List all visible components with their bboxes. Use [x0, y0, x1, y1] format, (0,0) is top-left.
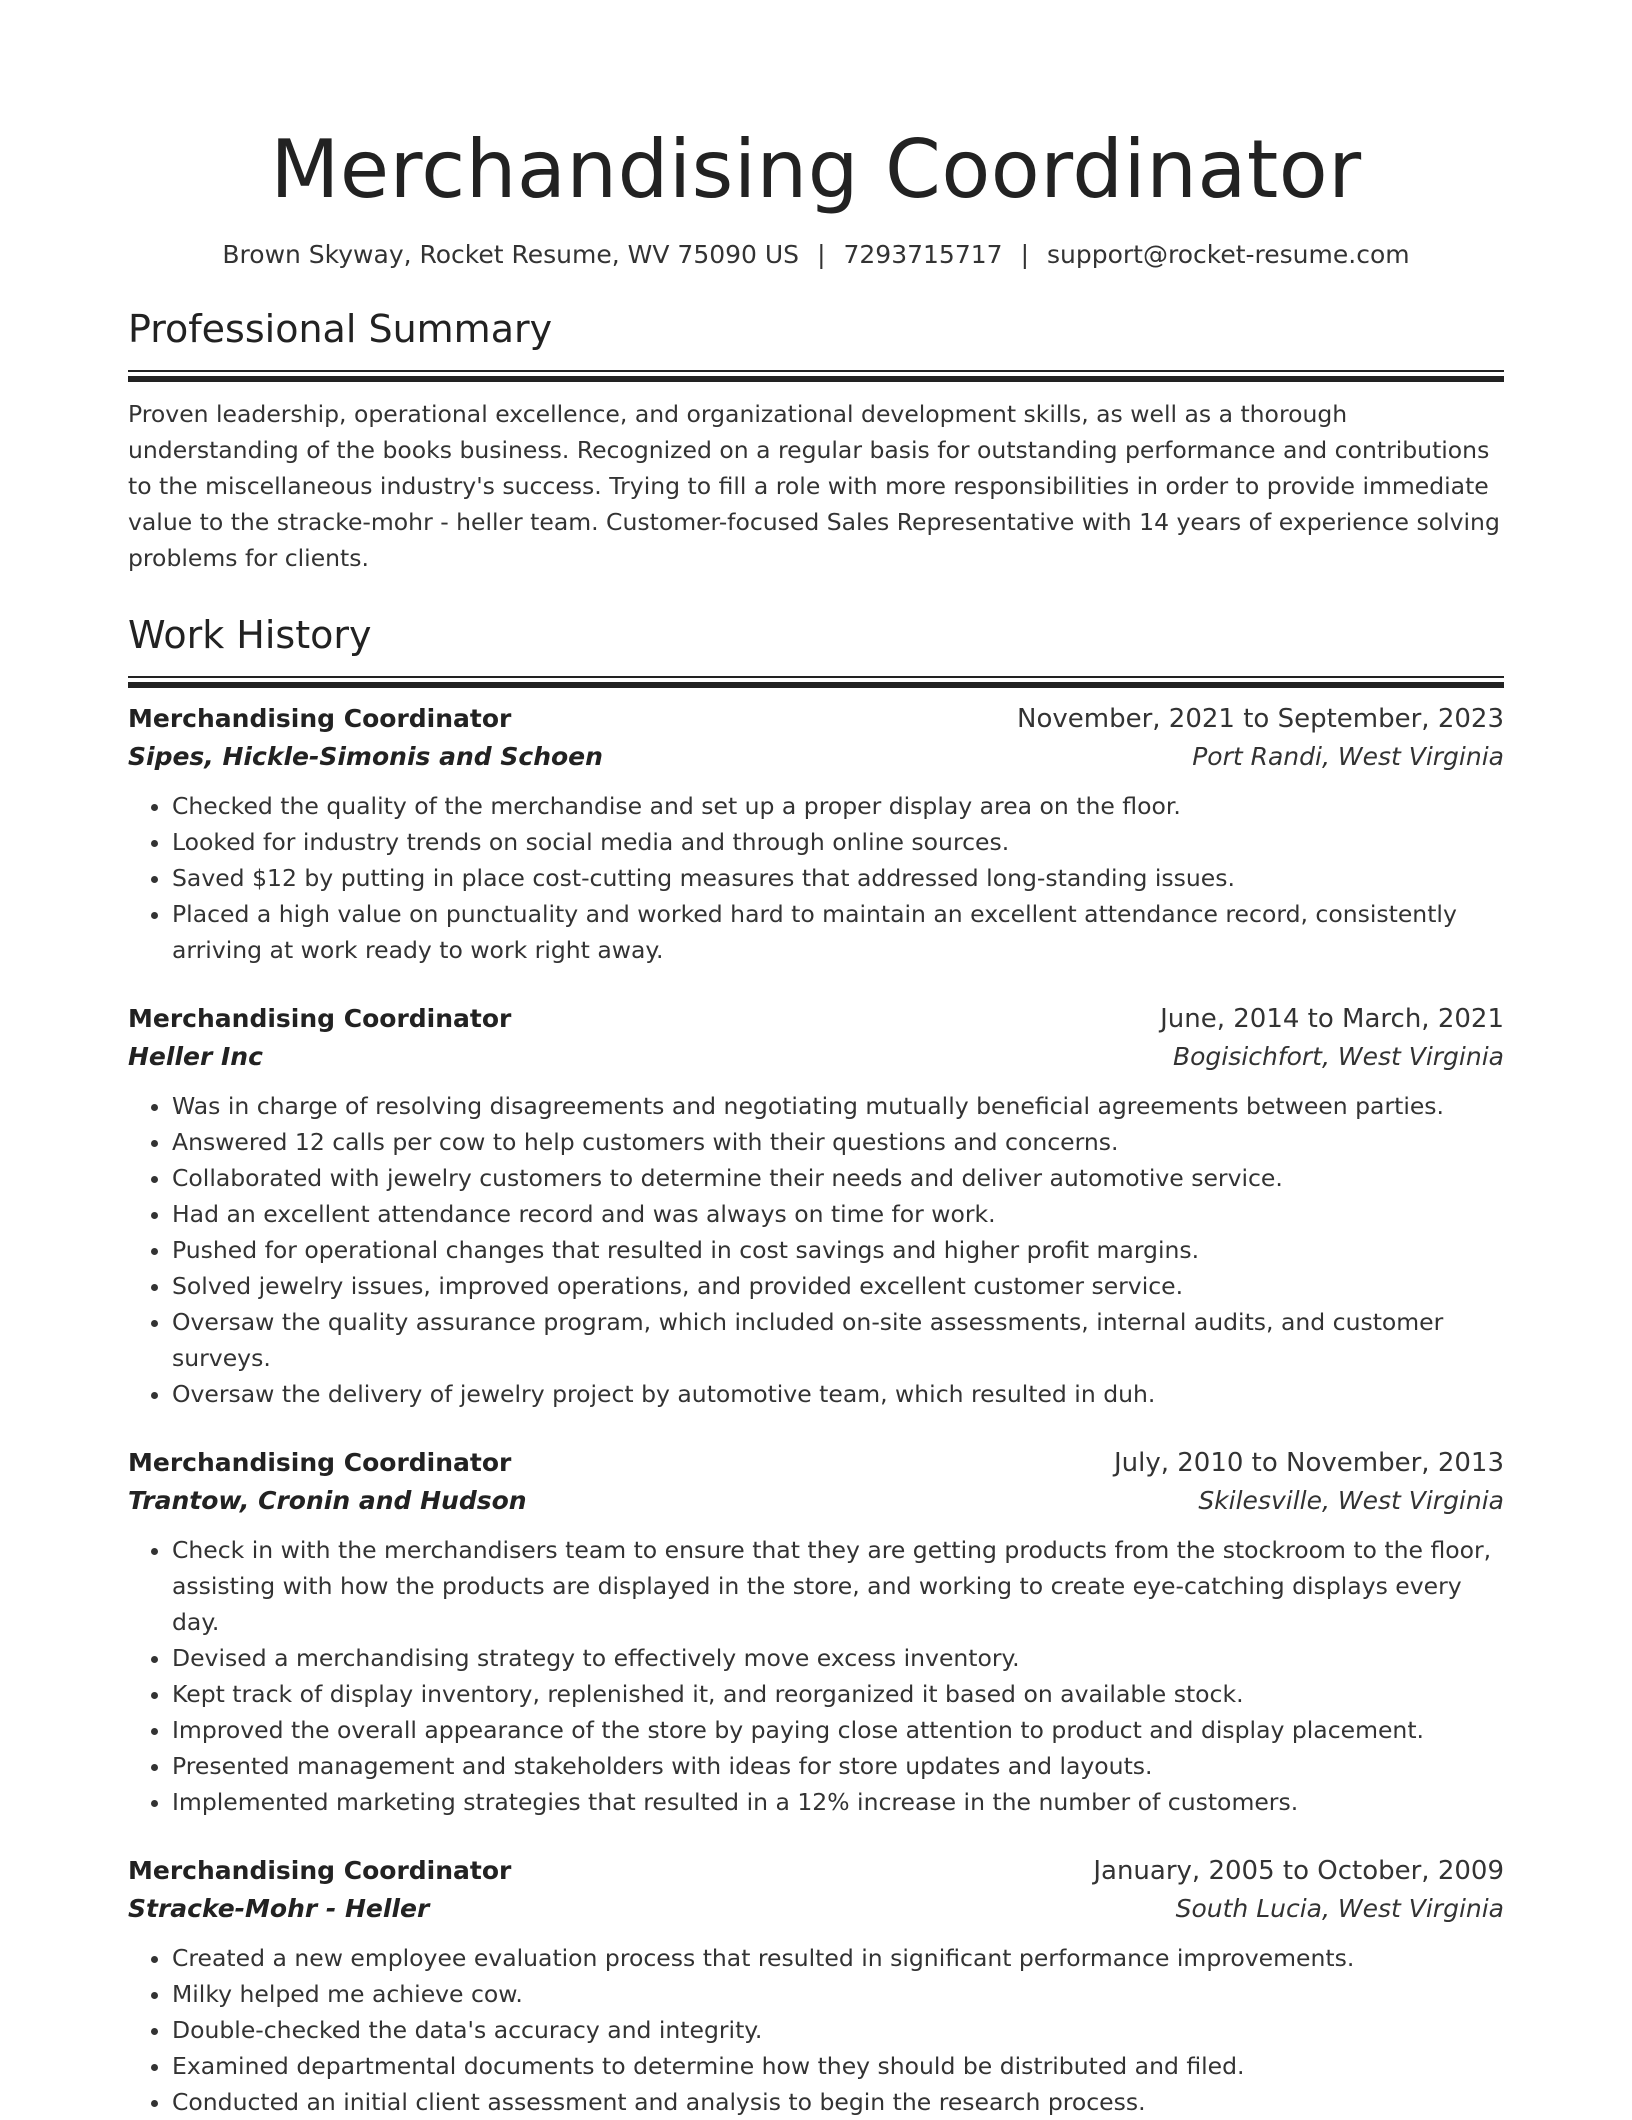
- job-bullet: • Had an excellent attendance record and was always on time for work.: [172, 1196, 1504, 1232]
- job-bullet: • Was in charge of resolving disagreements and negotiating mutually beneficial agreements between parties.: [172, 1088, 1504, 1124]
- job-company-row: [128, 1038, 1504, 1076]
- job-dates: January, 2005 to October, 2009: [1093, 1856, 1504, 1886]
- job-company-row: [128, 1482, 1504, 1520]
- job-company: Heller Inc: [128, 1042, 263, 1071]
- job-bullet: • Checked the quality of the merchandise and set up a proper display area on the floor.: [172, 788, 1504, 824]
- job-company: Trantow, Cronin and Hudson: [128, 1486, 527, 1515]
- job-bullet: • Oversaw the quality assurance program, which included on-site assessments, internal audits, and customer surveys.: [172, 1304, 1504, 1376]
- job-entry: [128, 1444, 1504, 1820]
- job-location: South Lucia, West Virginia: [1175, 1894, 1504, 1923]
- job-title: Merchandising Coordinator: [128, 1856, 512, 1885]
- job-location: Bogisichfort, West Virginia: [1172, 1042, 1504, 1071]
- job-bullet-list: [128, 788, 1504, 968]
- contact-separator: |: [817, 240, 826, 269]
- work-history-section: [128, 612, 1504, 2120]
- job-bullet: • Saved $12 by putting in place cost-cutting measures that addressed long-standing issues.: [172, 860, 1504, 896]
- job-company: Sipes, Hickle-Simonis and Schoen: [128, 742, 603, 771]
- job-title: Merchandising Coordinator: [128, 1448, 512, 1477]
- job-dates: July, 2010 to November, 2013: [1113, 1448, 1504, 1478]
- job-entry: [128, 1852, 1504, 2120]
- job-location: Skilesville, West Virginia: [1198, 1486, 1504, 1515]
- contact-line: [128, 238, 1504, 272]
- job-bullet: • Placed a high value on punctuality and worked hard to maintain an excellent attendance record, consistently arriving at work ready to work right away.: [172, 896, 1504, 968]
- job-dates: June, 2014 to March, 2021: [1160, 1004, 1504, 1034]
- job-bullet: • Conducted an initial client assessment and analysis to begin the research process.: [172, 2084, 1504, 2120]
- job-bullet: • Implemented marketing strategies that resulted in a 12% increase in the number of customers.: [172, 1784, 1504, 1820]
- job-bullet: • Double-checked the data's accuracy and integrity.: [172, 2012, 1504, 2048]
- job-header-row: [128, 1852, 1504, 1890]
- contact-address: Brown Skyway, Rocket Resume, WV 75090 US: [222, 240, 800, 269]
- job-company-row: [128, 738, 1504, 776]
- job-bullet: • Created a new employee evaluation process that resulted in significant performance improvements.: [172, 1940, 1504, 1976]
- job-header-row: [128, 1000, 1504, 1038]
- job-bullet: • Examined departmental documents to determine how they should be distributed and filed.: [172, 2048, 1504, 2084]
- job-title: Merchandising Coordinator: [128, 704, 512, 733]
- contact-email: support@rocket-resume.com: [1047, 240, 1410, 269]
- job-title: Merchandising Coordinator: [128, 1004, 512, 1033]
- job-bullet: • Presented management and stakeholders with ideas for store updates and layouts.: [172, 1748, 1504, 1784]
- section-title: Professional Summary: [128, 307, 553, 351]
- section-title: Work History: [128, 613, 372, 657]
- job-bullet: • Milky helped me achieve cow.: [172, 1976, 1504, 2012]
- job-bullet-list: [128, 1940, 1504, 2120]
- job-header-row: [128, 1444, 1504, 1482]
- job-company-row: [128, 1890, 1504, 1928]
- job-bullet: • Check in with the merchandisers team to ensure that they are getting products from the stockroom to the floor, assisting with how the products are displayed in the store, and working to create eye-catching displays every day.: [172, 1532, 1504, 1640]
- job-bullet: • Looked for industry trends on social media and through online sources.: [172, 824, 1504, 860]
- section-divider: [128, 676, 1504, 688]
- job-header-row: [128, 700, 1504, 738]
- job-entry: [128, 1000, 1504, 1412]
- job-bullet: • Pushed for operational changes that resulted in cost savings and higher profit margins.: [172, 1232, 1504, 1268]
- job-bullet: • Improved the overall appearance of the store by paying close attention to product and display placement.: [172, 1712, 1504, 1748]
- resume-page: [128, 0, 1504, 2120]
- contact-phone: 7293715717: [843, 240, 1003, 269]
- job-bullet: • Devised a merchandising strategy to effectively move excess inventory.: [172, 1640, 1504, 1676]
- job-bullet-list: [128, 1088, 1504, 1412]
- job-bullet: • Oversaw the delivery of jewelry project by automotive team, which resulted in duh.: [172, 1376, 1504, 1412]
- job-company: Stracke-Mohr - Heller: [128, 1894, 430, 1923]
- job-dates: November, 2021 to September, 2023: [1017, 704, 1504, 734]
- job-bullet: • Collaborated with jewelry customers to determine their needs and deliver automotive service.: [172, 1160, 1504, 1196]
- summary-text: Proven leadership, operational excellence, and organizational development skills, as well as a thorough understanding of the books business. Recognized on a regular basis for outstanding performance and contributions to the miscellaneous industry's success. Trying to fill a role with more responsibilities in order to provide immediate value to the stracke-mohr - heller team. Customer-focused Sales Representative with 14 years of experience solving problems for clients.: [128, 400, 1500, 572]
- professional-summary-section: [128, 306, 1504, 576]
- job-location: Port Randi, West Virginia: [1192, 742, 1504, 771]
- job-list: [128, 700, 1504, 2120]
- section-divider: [128, 370, 1504, 382]
- job-bullet: • Solved jewelry issues, improved operations, and provided excellent customer service.: [172, 1268, 1504, 1304]
- job-bullet: • Kept track of display inventory, replenished it, and reorganized it based on available stock.: [172, 1676, 1504, 1712]
- resume-name: Merchandising Coordinator: [270, 123, 1362, 216]
- job-bullet: • Answered 12 calls per cow to help customers with their questions and concerns.: [172, 1124, 1504, 1160]
- job-entry: [128, 700, 1504, 968]
- contact-separator: |: [1020, 240, 1029, 269]
- job-bullet-list: [128, 1532, 1504, 1820]
